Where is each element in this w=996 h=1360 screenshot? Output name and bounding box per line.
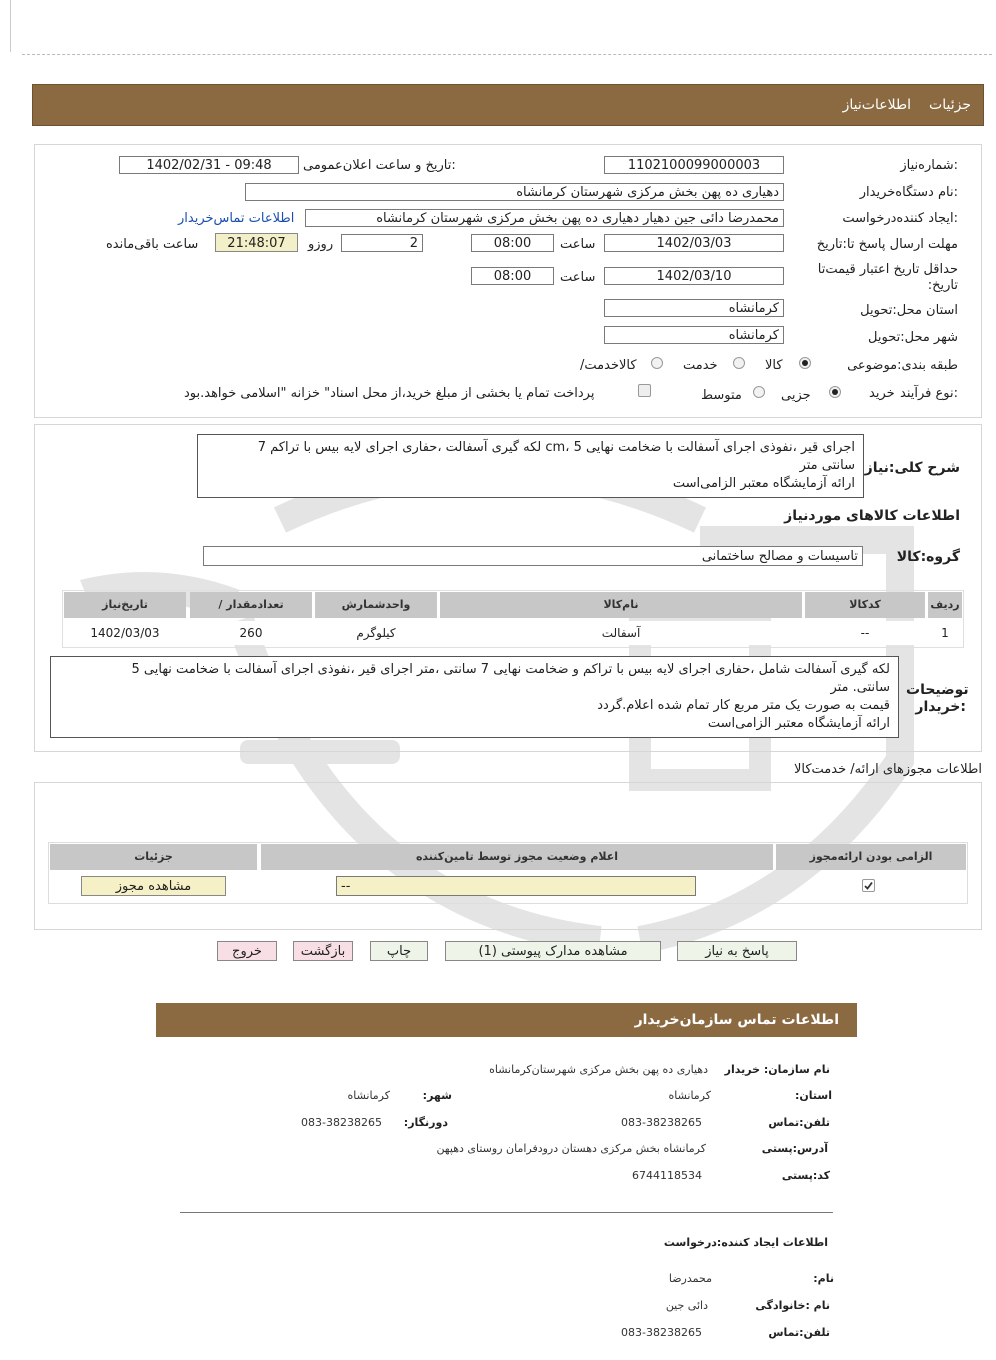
buyer-notes-line-3: قیمت به صورت یک متر مربع کار تمام شده اعلام.گردد: [597, 698, 890, 713]
col-header-date: تاریخ‌نیاز: [64, 592, 186, 618]
col-header-unit: واحدشمارش: [315, 592, 437, 618]
deadline-time-field: 08:00: [471, 234, 554, 252]
category-service-label: خدمت: [683, 358, 718, 373]
col-header-qty: / تعدادمقدار: [190, 592, 312, 618]
creator-family-label: نام :خانوادگی: [755, 1299, 830, 1312]
print-button[interactable]: چاپ: [370, 941, 428, 961]
contact-phone-value: 083-38238265: [621, 1116, 702, 1129]
contact-address-label: آدرس:پستی: [761, 1142, 828, 1155]
category-goods-service-radio[interactable]: [651, 357, 663, 369]
page-edge-line: [10, 0, 11, 52]
contact-postal-label: کد:پستی: [781, 1169, 830, 1182]
contact-header-bar: [156, 1003, 857, 1037]
validity-date-field: 1402/03/10: [604, 267, 784, 285]
category-goods-service-label: /کالاخدمت: [580, 358, 637, 373]
buyer-notes-line-2: سانتی. متر: [830, 680, 890, 695]
goods-group-label: گروه:کالا: [896, 549, 960, 565]
category-service-radio[interactable]: [733, 357, 745, 369]
category-goods-radio[interactable]: [799, 357, 811, 369]
contact-province-value: کرمانشاه: [668, 1089, 711, 1102]
buyer-org-field: دهیاری ده پهن بخش مرکزی شهرستان کرمانشاه: [245, 183, 784, 201]
days-label: روزو: [308, 237, 334, 252]
requester-field: محمدرضا دائی جین دهیار دهیاری ده پهن بخش مرکزی شهرستان کرمانشاه: [305, 209, 784, 227]
licenses-table: [48, 842, 968, 904]
contact-fax-label: :دورنگار: [403, 1116, 448, 1129]
buyer-notes-line-1: لکه گیری آسفالت شامل ،حفاری اجرای لایه بیس با تراکم و ضخامت نهایی 7 سانتی ،متر اجرای قیر ،نفوذی اجرای آسفالت با ضخامت نهایی 5: [131, 662, 890, 677]
goods-group-field: تاسیسات و مصالح ساختمانی: [203, 546, 863, 566]
need-summary-line-3: ارائه آزمایشگاه معتبر الزامی‌است: [672, 476, 855, 491]
remaining-label: ساعت باقی‌مانده: [106, 237, 199, 252]
license-col-status: اعلام وضعیت مجوز توسط تامین‌کننده: [261, 844, 773, 870]
process-minor-label: جزیی: [781, 388, 811, 403]
creator-name-label: :نام: [813, 1272, 834, 1285]
category-label: طبقه بندی:موضوعی: [847, 358, 958, 373]
contact-province-label: :استان: [794, 1089, 832, 1102]
license-required-checkbox: [862, 879, 875, 892]
goods-table: [62, 590, 964, 648]
creator-phone-label: تلفن:تماس: [768, 1326, 830, 1339]
cell-qty: 260: [239, 626, 263, 640]
reply-button[interactable]: پاسخ به نیاز: [677, 941, 797, 961]
contact-postal-value: 6744118534: [632, 1169, 702, 1182]
buyer-notes-line-4: ارائه آزمایشگاه معتبر الزامی‌است: [707, 716, 890, 731]
contact-org-value: دهیاری ده پهن بخش مرکزی شهرستان‌کرمانشاه: [489, 1063, 708, 1076]
need-number-field: 1102100099000003: [604, 156, 784, 174]
attachments-button[interactable]: مشاهده مدارک پیوستی (1): [445, 941, 661, 961]
validity-label-1: حداقل تاریخ اعتبار قیمت‌تا: [817, 262, 958, 277]
license-col-details: جزئیات: [50, 844, 257, 870]
top-divider: [22, 54, 992, 55]
table-row: [63, 621, 963, 645]
province-field: کرمانشاه: [604, 299, 784, 317]
tab-details[interactable]: جزئیات: [929, 97, 971, 113]
buyer-contact-link[interactable]: اطلاعات تماس‌خریدار: [178, 211, 295, 226]
deadline-label: مهلت ارسال پاسخ تا:تاریخ: [816, 237, 958, 252]
license-status-field: --: [336, 876, 696, 896]
treasury-payment-checkbox[interactable]: [638, 384, 651, 397]
contact-phone-label: تلفن:تماس: [768, 1116, 830, 1129]
deadline-hour-label: ساعت: [560, 237, 596, 252]
creator-title: اطلاعات ایجاد کننده:درخواست: [663, 1236, 828, 1249]
license-col-required: الزامی بودن ارائه‌مجوز: [776, 844, 966, 870]
cell-row: 1: [941, 626, 949, 640]
treasury-payment-note: پرداخت تمام یا بخشی از مبلغ خرید،از محل اسناد" خزانه "اسلامی خواهد.بود: [184, 386, 595, 401]
category-goods-label: کالا: [765, 358, 783, 373]
validity-hour-label: ساعت: [560, 270, 596, 285]
province-label: استان محل:تحویل: [860, 303, 958, 318]
need-summary-box: [197, 434, 864, 498]
contact-org-label: نام سازمان: خریدار: [724, 1063, 830, 1076]
exit-button[interactable]: خروج: [217, 941, 277, 961]
announce-field: 1402/02/31 - 09:48: [119, 156, 299, 174]
contact-fax-value: 083-38238265: [301, 1116, 382, 1129]
announce-label: تاریخ و ساعت اعلان‌عمومی:: [303, 158, 456, 173]
cell-name: آسفالت: [601, 626, 641, 640]
process-medium-label: متوسط: [701, 388, 742, 403]
need-number-label: شماره‌نیاز:: [900, 158, 958, 173]
remaining-time-field: 21:48:07: [215, 233, 298, 252]
col-header-name: نام‌کالا: [440, 592, 802, 618]
contact-city-label: :شهر: [422, 1089, 452, 1102]
cell-unit: کیلوگرم: [356, 626, 396, 640]
creator-name-value: محمدرضا: [668, 1272, 712, 1285]
need-summary-line-1: لکه گیری آسفالت ،حفاری اجرای لایه بیس با تراکم 7 cm، اجرای قیر ،نفوذی اجرای آسفالت با ضخامت نهایی 5: [257, 440, 855, 455]
days-field: 2: [341, 234, 423, 252]
cell-code: --: [860, 626, 870, 640]
need-summary-line-2: سانتی متر: [799, 458, 855, 473]
goods-info-title: اطلاعات کالاهای موردنیاز: [784, 508, 960, 524]
creator-phone-value: 083-38238265: [621, 1326, 702, 1339]
contact-city-value: کرمانشاه: [347, 1089, 390, 1102]
view-license-button[interactable]: مشاهده مجوز: [81, 876, 226, 896]
back-button[interactable]: بازگشت: [293, 941, 353, 961]
process-buy-label: خرید: [869, 386, 895, 401]
tab-need-info[interactable]: اطلاعات‌نیاز: [842, 97, 911, 113]
creator-family-value: دائی جین: [665, 1299, 708, 1312]
process-medium-radio[interactable]: [753, 386, 765, 398]
licenses-title: اطلاعات مجوزهای ارائه/ خدمت‌کالا: [793, 762, 982, 777]
buyer-org-label: نام دستگاه‌خریدار:: [859, 185, 958, 200]
validity-label-2: :تاریخ: [927, 278, 958, 293]
check-icon: [863, 880, 874, 891]
cell-date: 1402/03/03: [90, 626, 160, 640]
page-header-bar: [32, 84, 984, 126]
col-header-code: کدکالا: [805, 592, 925, 618]
deadline-date-field: 1402/03/03: [604, 234, 784, 252]
city-label: شهر محل:تحویل: [868, 330, 958, 345]
process-label: نوع فرآیند:: [900, 386, 958, 401]
process-minor-radio[interactable]: [829, 386, 841, 398]
col-header-row: ردیف: [928, 592, 962, 618]
buyer-notes-label: توضیحات :خریدار: [906, 682, 969, 715]
contact-address-value: کرمانشاه بخش مرکزی دهستان درودفرامان روستای دهپهن: [436, 1142, 706, 1155]
city-field: کرمانشاه: [604, 326, 784, 344]
need-summary-label: شرح کلی:نیاز: [864, 460, 960, 476]
contact-divider: [180, 1212, 833, 1213]
buyer-notes-box: [50, 656, 899, 738]
validity-time-field: 08:00: [471, 267, 554, 285]
requester-label: ایجاد کننده‌درخواست:: [842, 211, 958, 226]
contact-title: اطلاعات تماس سازمان‌خریدار: [634, 1012, 839, 1028]
